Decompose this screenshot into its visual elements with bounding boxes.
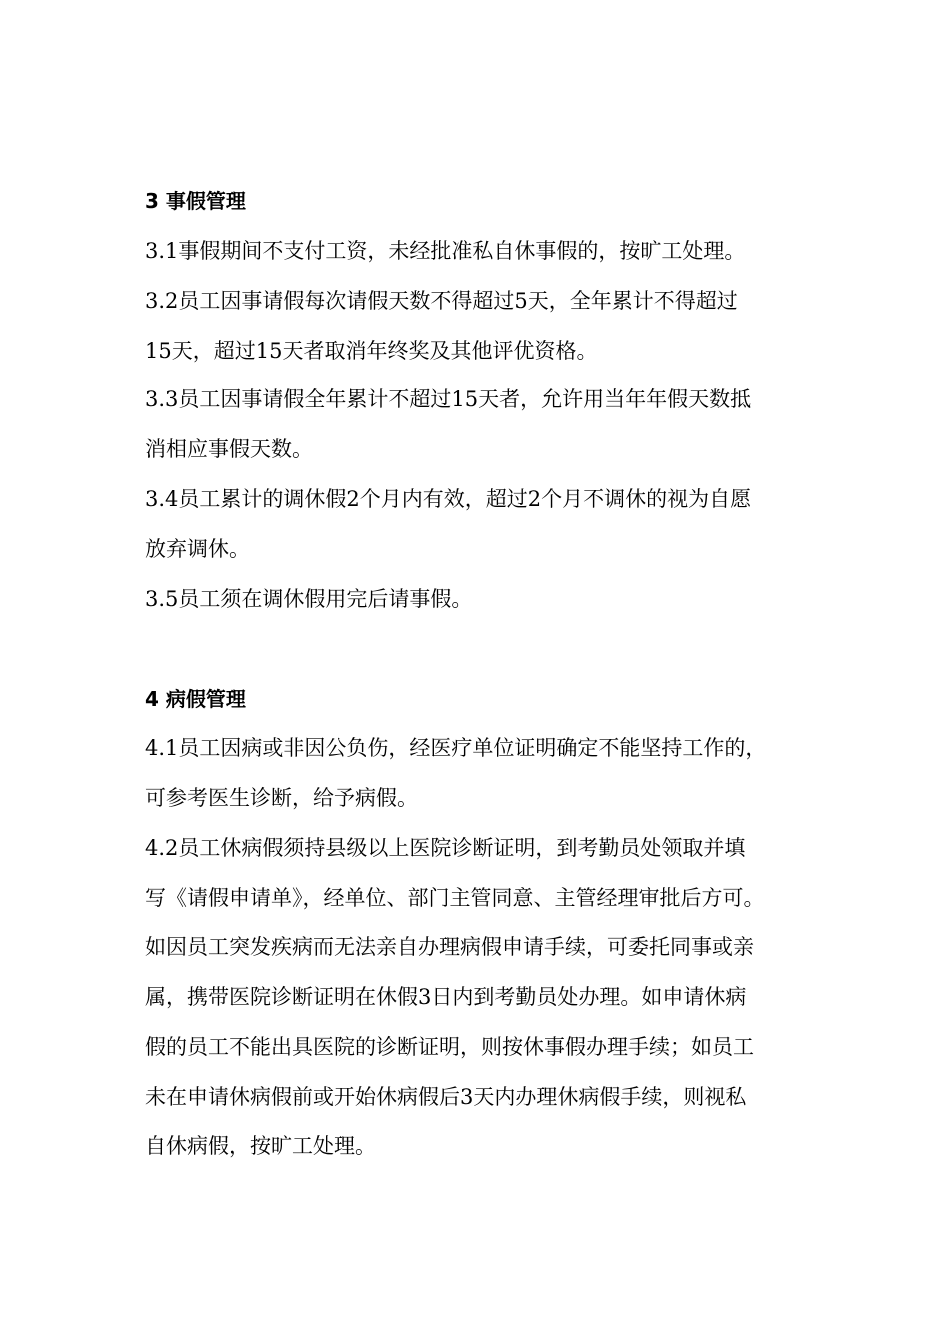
section-4-line-1: 4.1员工因病或非因公负伤，经医疗单位证明确定不能坚持工作的， <box>145 736 767 760</box>
section-3-line-4: 3.3员工因事请假全年累计不超过15天者，允许用当年年假天数抵 <box>145 387 752 411</box>
section-3-line-8: 3.5员工须在调休假用完后请事假。 <box>145 587 473 611</box>
section-4-line-5: 如因员工突发疾病而无法亲自办理病假申请手续，可委托同事或亲 <box>145 935 754 959</box>
section-4-line-6: 属，携带医院诊断证明在休假3日内到考勤员处办理。如申请休病 <box>145 985 747 1009</box>
section-4-line-3: 4.2员工休病假须持县级以上医院诊断证明，到考勤员处领取并填 <box>145 836 746 860</box>
section-4-line-9: 自休病假，按旷工处理。 <box>145 1134 376 1158</box>
section-3-line-2: 3.2员工因事请假每次请假天数不得超过5天，全年累计不得超过 <box>145 289 738 313</box>
section-3-line-3: 15天，超过15天者取消年终奖及其他评优资格。 <box>145 339 598 363</box>
section-3-heading: 3 事假管理 <box>145 189 246 213</box>
section-4-line-4: 写《请假申请单》，经单位、部门主管同意、主管经理审批后方可。 <box>145 886 765 910</box>
section-3-line-6: 3.4员工累计的调休假2个月内有效，超过2个月不调休的视为自愿 <box>145 487 752 511</box>
section-4-line-7: 假的员工不能出具医院的诊断证明，则按休事假办理手续；如员工 <box>145 1035 754 1059</box>
section-4-heading: 4 病假管理 <box>145 687 246 711</box>
section-4-line-8: 未在申请休病假前或开始休病假后3天内办理休病假手续，则视私 <box>145 1085 747 1109</box>
section-3-line-1: 3.1事假期间不支付工资，未经批准私自休事假的，按旷工处理。 <box>145 239 746 263</box>
section-3-line-7: 放弃调休。 <box>145 537 250 561</box>
section-4-line-2: 可参考医生诊断，给予病假。 <box>145 786 418 810</box>
section-3-line-5: 消相应事假天数。 <box>145 437 313 461</box>
